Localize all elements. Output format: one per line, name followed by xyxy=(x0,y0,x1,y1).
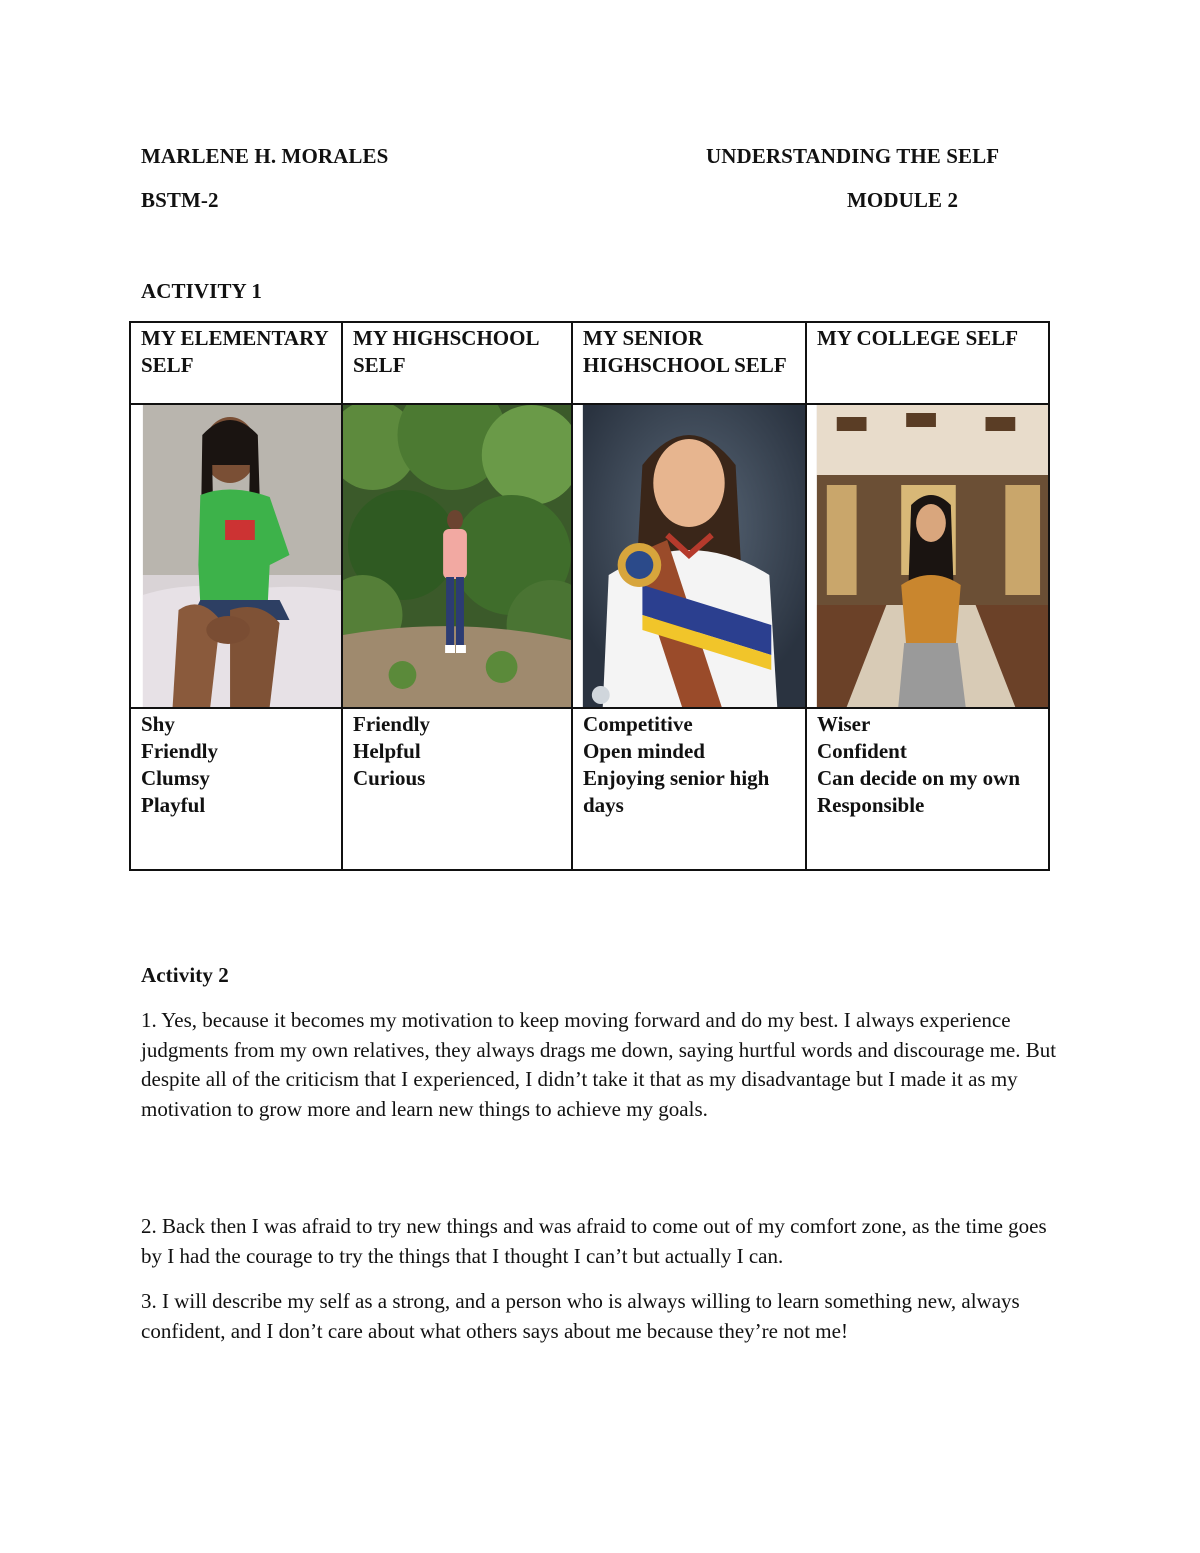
trait-item: Enjoying senior high days xyxy=(583,766,770,817)
trait-item: Clumsy xyxy=(141,766,210,790)
answer-2: 2. Back then I was afraid to try new things and was afraid to come out of my comfort zone, as the time goes by I had the courage to try the things that I thought I can’t but actually I can. xyxy=(141,1214,1047,1268)
elementary-photo xyxy=(131,405,341,707)
photo-cell-elementary xyxy=(130,404,342,708)
answer-1: 1. Yes, because it becomes my motivation to keep moving forward and do my best. I always experience judgments from my own relatives, they always drags me down, saying hurtful words and discourage me. But despite all of the criticism that I experienced, I didn’t take it that as my disadvantage but I made it as my motivation to grow more and learn new things to achieve my goals. xyxy=(141,1008,1057,1121)
activity1-title: ACTIVITY 1 xyxy=(141,279,262,303)
traits-senior-highschool xyxy=(572,708,806,870)
trait-item: Wiser xyxy=(817,712,871,736)
heading-row xyxy=(130,322,1049,404)
photo-cell-college xyxy=(806,404,1049,708)
trait-item: Can decide on my own xyxy=(817,766,1021,790)
senior-highschool-photo xyxy=(573,405,805,707)
heading-college: MY COLLEGE SELF xyxy=(806,322,1049,404)
section-label: BSTM-2 xyxy=(141,188,219,212)
activity2-title: Activity 2 xyxy=(141,963,229,987)
trait-item: Friendly xyxy=(353,712,430,736)
trait-item: Friendly xyxy=(141,739,218,763)
module-label: MODULE 2 xyxy=(847,188,959,212)
heading-elementary: MY ELEMENTARY SELF xyxy=(130,322,342,404)
traits-row xyxy=(130,708,1049,870)
traits-highschool xyxy=(342,708,572,870)
trait-item: Playful xyxy=(141,793,206,817)
photo-row xyxy=(130,404,1049,708)
photo-cell-senior-highschool xyxy=(572,404,806,708)
traits-college xyxy=(806,708,1049,870)
trait-item: Responsible xyxy=(817,793,925,817)
photo-cell-highschool xyxy=(342,404,572,708)
trait-item: Curious xyxy=(353,766,426,790)
student-name: MARLENE H. MORALES xyxy=(141,144,389,168)
activity1-table xyxy=(129,321,1050,871)
heading-senior-highschool: MY SENIOR HIGHSCHOOL SELF xyxy=(572,322,806,404)
trait-item: Helpful xyxy=(353,739,421,763)
highschool-photo xyxy=(343,405,571,707)
heading-highschool: MY HIGHSCHOOL SELF xyxy=(342,322,572,404)
answer-3: 3. I will describe my self as a strong, and a person who is always willing to learn something new, always confident, and I don’t care about what others says about me because they’re not me! xyxy=(141,1289,1020,1343)
college-photo xyxy=(807,405,1048,707)
course-title: UNDERSTANDING THE SELF xyxy=(706,144,1000,168)
trait-item: Competitive xyxy=(583,712,693,736)
traits-elementary xyxy=(130,708,342,870)
trait-item: Confident xyxy=(817,739,907,763)
trait-item: Shy xyxy=(141,712,175,736)
trait-item: Open minded xyxy=(583,739,705,763)
